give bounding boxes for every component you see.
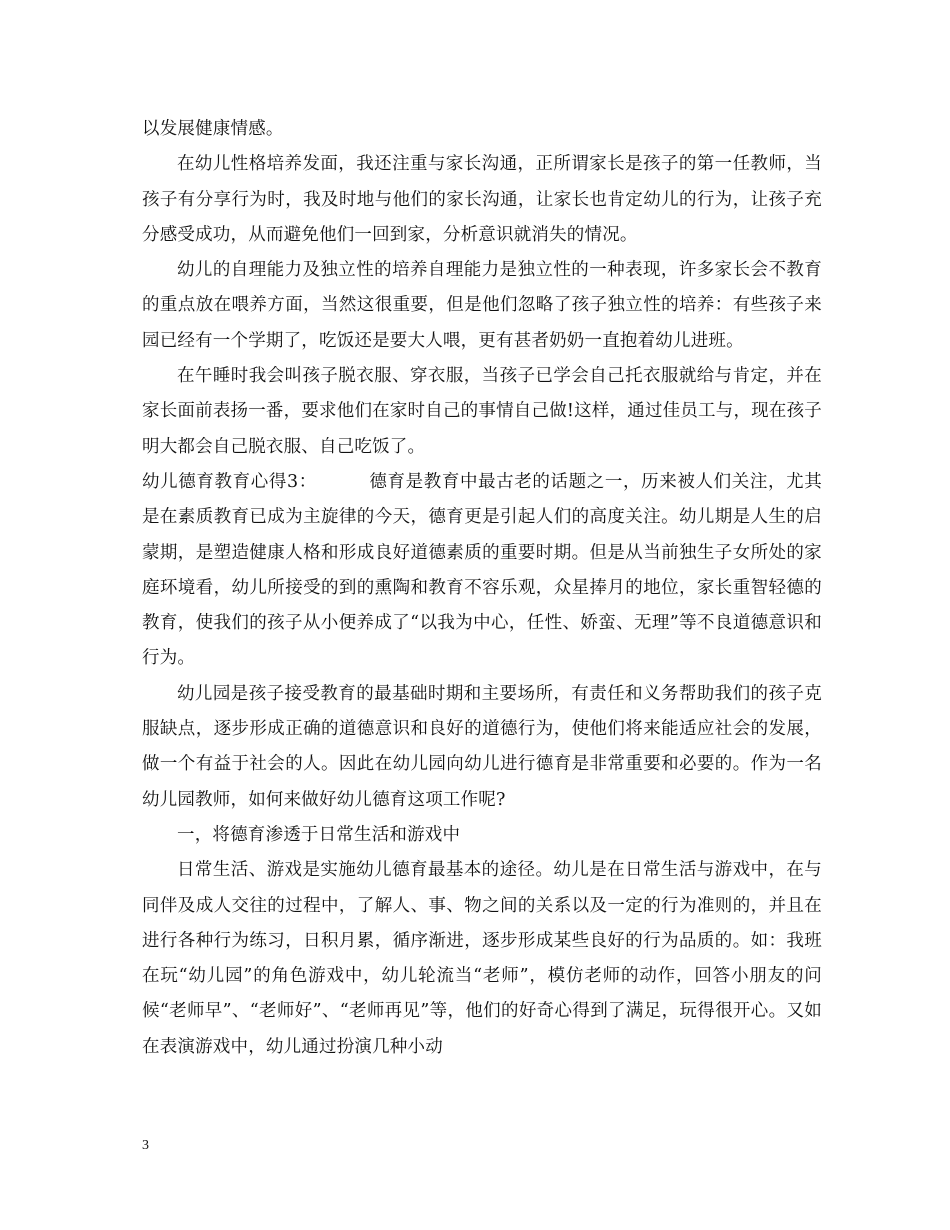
subheading-1: 一，将德育渗透于日常生活和游戏中 bbox=[177, 824, 461, 845]
paragraph-3: 幼儿的自理能力及独立性的培养自理能力是独立性的一种表现，许多家长会不教育的重点放在喂养方面，当然这很重要，但是他们忽略了孩子独立性的培养：有些孩子来园已经有一个学期了，吃饭还是要大人喂，更有甚者奶奶一直抱着幼儿进班。 bbox=[142, 260, 822, 351]
page-number: 3 bbox=[142, 1138, 149, 1153]
paragraph-6: 幼儿园是孩子接受教育的最基础时期和主要场所，有责任和义务帮助我们的孩子克服缺点，逐步形成正确的道德意识和良好的道德行为，使他们将来能适应社会的发展，做一个有益于社会的人。因此在幼儿园向幼儿进行德育是非常重要和必要的。作为一名幼儿园教师，如何来做好幼儿德育这项工作呢? bbox=[142, 683, 822, 810]
paragraph-2: 在幼儿性格培养发面，我还注重与家长沟通，正所谓家长是孩子的第一任教师，当孩子有分享行为时，我及时地与他们的家长沟通，让家长也肯定幼儿的行为，让孩子充分感受成功，从而避免他们一回到家，分析意识就消失的情况。 bbox=[142, 154, 822, 245]
section-heading: 幼儿德育教育心得3： bbox=[142, 471, 317, 492]
document-body bbox=[142, 112, 822, 1065]
section-first-paragraph: 德育是教育中最古老的话题之一，历来被人们关注，尤其是在素质教育已成为主旋律的今天，德育更是引起人们的高度关注。幼儿期是人生的启蒙期，是塑造健康人格和形成良好道德素质的重要时期。但是从当前独生子女所处的家庭环境看，幼儿所接受的到的熏陶和教育不容乐观，众星捧月的地位，家长重智轻德的教育，使我们的孩子从小便养成了“以我为中心，任性、娇蛮、无理”等不良道德意识和行为。 bbox=[142, 471, 823, 669]
paragraph-1: 以发展健康情感。 bbox=[142, 119, 284, 139]
section-paragraph bbox=[142, 465, 822, 677]
paragraph-4: 在午睡时我会叫孩子脱衣服、穿衣服，当孩子已学会自己托衣服就给与肯定，并在家长面前表扬一番，要求他们在家时自己的事情自己做!这样，通过佳员工与，现在孩子明大都会自己脱衣服、自己吃饭了。 bbox=[142, 366, 822, 457]
paragraph-8: 日常生活、游戏是实施幼儿德育最基本的途径。幼儿是在日常生活与游戏中，在与同伴及成人交往的过程中，了解人、事、物之间的关系以及一定的行为准则的，并且在进行各种行为练习，日积月累，循序渐进，逐步形成某些良好的行为品质的。如：我班在玩“幼儿园”的角色游戏中，幼儿轮流当“老师”，模仿老师的动作，回答小朋友的问候“老师早”、“老师好”、“老师再见”等，他们的好奇心得到了满足，玩得很开心。又如在表演游戏中，幼儿通过扮演几种小动 bbox=[142, 860, 822, 1057]
